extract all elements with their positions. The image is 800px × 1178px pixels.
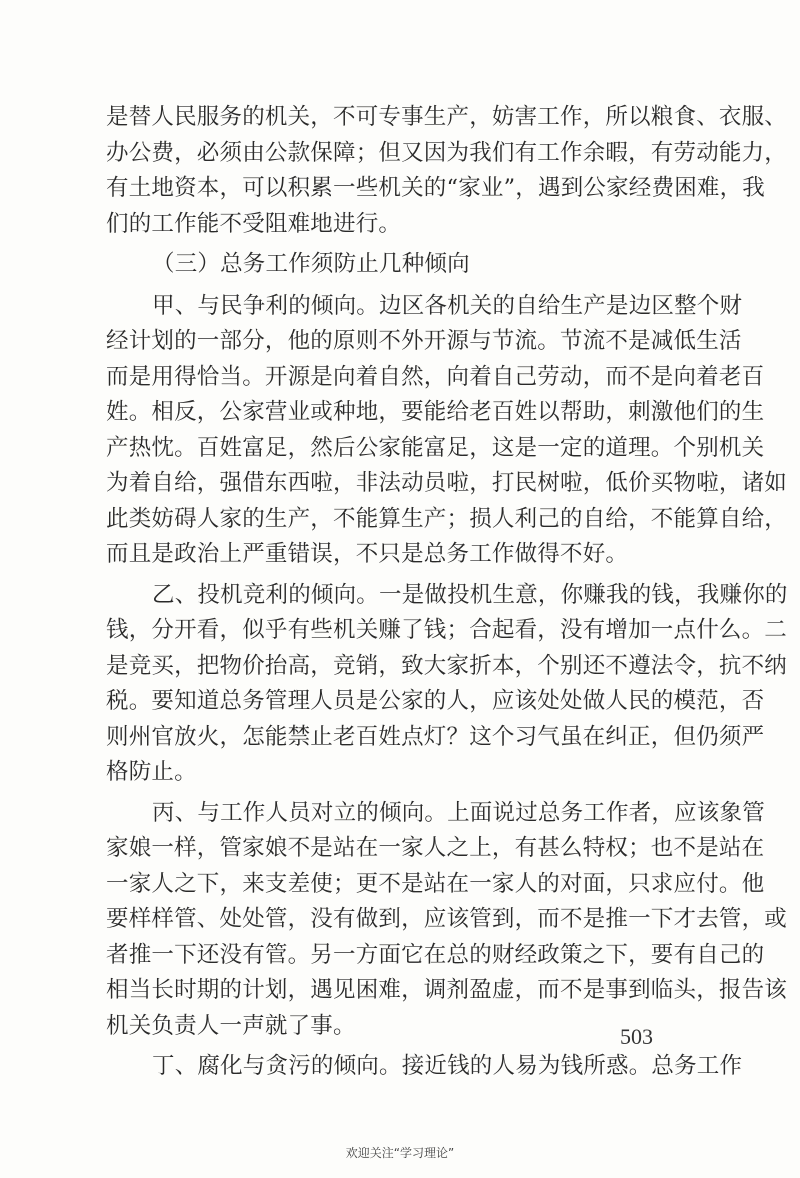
text-line: 经计划的一部分，他的原则不外开源与节流。节流不是减低生活 xyxy=(106,328,742,354)
text-line: 甲、与民争利的倾向。边区各机关的自给生产是边区整个财 xyxy=(152,292,743,319)
text-line: 产热忱。百姓富足，然后公家能富足，这是一定的道理。个别机关 xyxy=(106,434,765,461)
text-line: 税。要知道总务管理人员是公家的人，应该处处做人民的模范，否 xyxy=(106,688,765,714)
text-line: 丁、腐化与贪污的倾向。接近钱的人易为钱所惑。总务工作 xyxy=(152,1053,743,1079)
paragraph-yi xyxy=(106,578,788,791)
paragraph-bing xyxy=(106,796,788,1045)
body-text xyxy=(106,100,788,1090)
text-line: 家娘一样，管家娘不是站在一家人之上，有甚么特权；也不是站在 xyxy=(106,835,765,861)
text-line: 有土地资本，可以积累一些机关的“家业”，遇到公家经费困难，我 xyxy=(106,175,766,201)
text-line: 为着自给，强借东西啦，非法动员啦，打民树啦，低价买物啦，诸如 xyxy=(106,470,788,496)
text-line: 们的工作能不受阻难地进行。 xyxy=(106,210,402,237)
text-line: 格防止。 xyxy=(106,759,197,785)
heading-line: （三）总务工作须防止几种倾向 xyxy=(152,251,470,277)
text-line: 相当长时期的计划，遇见困难，调剂盈虚，而不是事到临头，报告该 xyxy=(106,977,788,1003)
paragraph-ding xyxy=(106,1049,743,1085)
paragraph-continuation xyxy=(106,100,788,242)
section-heading xyxy=(106,247,694,283)
paragraph-jia xyxy=(106,289,788,573)
text-line: 是竞买，把物价抬高，竞销，致大家折本，个别还不遵法令，抗不纳 xyxy=(106,652,788,679)
text-line: 办公费，必须由公款保障；但又因为我们有工作余暇，有劳动能力， xyxy=(106,139,788,166)
page-number: 503 xyxy=(620,1024,653,1049)
text-line: 者推一下还没有管。另一方面它在总的财经政策之下，要有自己的 xyxy=(106,941,765,968)
footer-caption: 欢迎关注“学习理论” xyxy=(345,1146,455,1160)
text-line: 丙、与工作人员对立的倾向。上面说过总务工作者，应该象管 xyxy=(152,799,765,826)
text-line: 而是用得恰当。开源是向着自然，向着自己劳动，而不是向着老百 xyxy=(106,363,765,390)
text-line: 要样样管、处处管，没有做到，应该管到，而不是推一下才去管，或 xyxy=(106,906,788,932)
text-line: 则州官放火，怎能禁止老百姓点灯？这个习气虽在纠正，但仍须严 xyxy=(106,723,765,750)
text-line: 一家人之下，来支差使；更不是站在一家人的对面，只求应付。他 xyxy=(106,870,765,897)
text-line: 此类妨碍人家的生产，不能算生产；损人利己的自给，不能算自给， xyxy=(106,505,788,532)
text-line: 而且是政治上严重错误，不只是总务工作做得不好。 xyxy=(106,541,629,567)
text-line: 是替人民服务的机关，不可专事生产，妨害工作，所以粮食、衣服、 xyxy=(106,104,788,130)
text-line: 乙、投机竞利的倾向。一是做投机生意，你赚我的钱，我赚你的 xyxy=(152,581,788,608)
text-line: 机关负责人一声就了事。 xyxy=(106,1012,356,1039)
text-line: 姓。相反，公家营业或种地，要能给老百姓以帮助，刺激他们的生 xyxy=(106,399,765,425)
text-line: 钱，分开看，似乎有些机关赚了钱；合起看，没有增加一点什么。二 xyxy=(106,617,788,643)
